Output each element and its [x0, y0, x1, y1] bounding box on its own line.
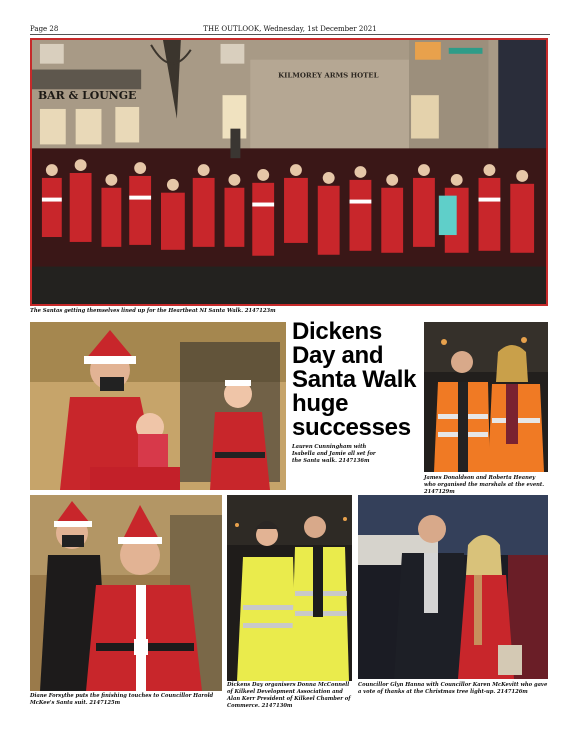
- lauren-photo: [30, 322, 286, 490]
- main-photo-caption: The Santas getting themselves lined up for the Heartbeat NI Santa Walk. 2147123m: [30, 308, 276, 314]
- marshals-caption: James Donaldson and Roberta Heaney who organised the marshals at the event. 2147129m: [424, 475, 545, 495]
- page-header: [30, 25, 550, 37]
- page-number: Page 28: [30, 25, 59, 33]
- lauren-caption: Lauren Cunningham with Isabella and Jamie all set for the Santa walk. 2147136m: [292, 444, 376, 464]
- councillors-photo: [358, 495, 548, 679]
- hotel-sign: KILMOREY ARMS HOTEL: [278, 71, 379, 80]
- article-headline: Dickens Day and Santa Walk huge successes: [292, 318, 417, 441]
- bar-lounge-sign: BAR & LOUNGE: [37, 89, 137, 103]
- councillors-caption: Councillor Glyn Hanna with Councillor Karen McKevitt who gave a vote of thanks at the Christmas tree light-up. 2147126m: [358, 682, 548, 695]
- main-photo: [30, 38, 548, 306]
- masthead: THE OUTLOOK, Wednesday, 1st December 2021: [203, 25, 377, 33]
- marshals-photo: [424, 322, 548, 472]
- diane-caption: Diane Forsythe puts the finishing touches to Councillor Harold McKee's Santa suit. 2147125m: [30, 693, 214, 706]
- diane-photo: [30, 495, 222, 691]
- organisers-caption: Dickens Day organisers Donna McConnell of Kilkeel Development Association and Alan Kerr President of Kilkeel Chamber of Commerce. 2147130m: [227, 682, 351, 709]
- organisers-photo: [227, 495, 352, 681]
- header-rule: [30, 34, 550, 35]
